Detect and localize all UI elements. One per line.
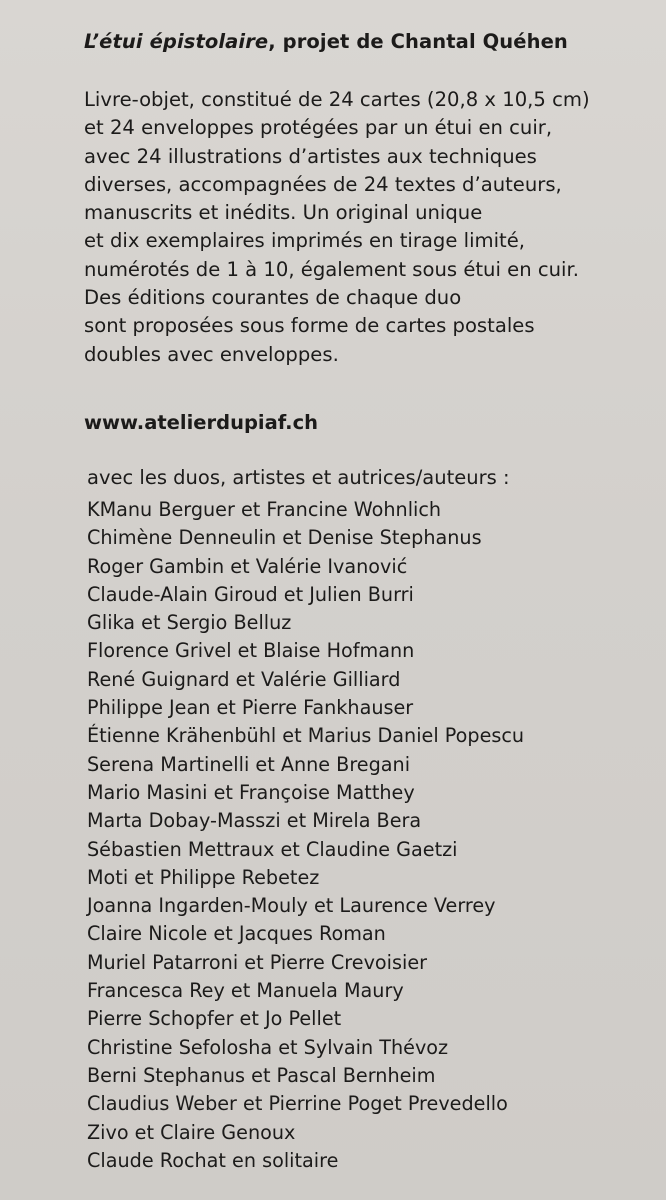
description-line: manuscrits et inédits. Un original unique: [84, 201, 483, 225]
duo-item: Muriel Patarroni et Pierre Crevoisier: [87, 950, 428, 974]
website-url: www.atelierdupiaf.ch: [84, 411, 319, 434]
duo-item: Chimène Denneulin et Denise Stephanus: [87, 526, 482, 550]
duo-item: Francesca Rey et Manuela Maury: [87, 979, 404, 1003]
duo-item: Claire Nicole et Jacques Roman: [87, 922, 386, 946]
description-line: avec 24 illustrations d’artistes aux techniques: [84, 144, 537, 168]
duo-item: Claude-Alain Giroud et Julien Burri: [87, 582, 414, 606]
duo-item: Zivo et Claire Genoux: [87, 1120, 296, 1144]
duo-item: Roger Gambin et Valérie Ivanović: [87, 554, 408, 578]
duo-item: Glika et Sergio Belluz: [87, 611, 292, 635]
description-line: et dix exemplaires imprimés en tirage limité,: [84, 229, 526, 253]
description-line: Des éditions courantes de chaque duo: [84, 286, 462, 310]
duo-item: Mario Masini et Françoise Matthey: [87, 780, 415, 804]
description-line: diverses, accompagnées de 24 textes d’auteurs,: [84, 172, 562, 196]
duo-item: René Guignard et Valérie Gilliard: [87, 667, 401, 691]
duo-item: Joanna Ingarden-Mouly et Laurence Verrey: [87, 894, 496, 918]
duo-item: Marta Dobay-Masszi et Mirela Bera: [87, 809, 422, 833]
duo-item: Florence Grivel et Blaise Hofmann: [87, 639, 415, 663]
description-line: et 24 enveloppes protégées par un étui en cuir,: [84, 116, 553, 140]
duo-item: Moti et Philippe Rebetez: [87, 865, 320, 889]
duos-intro: avec les duos, artistes et autrices/auteurs :: [87, 466, 510, 489]
duo-item: Serena Martinelli et Anne Bregani: [87, 752, 411, 776]
description-paragraph: [84, 86, 590, 369]
document-title: [84, 30, 568, 53]
description-line: numérotés de 1 à 10, également sous étui en cuir.: [84, 257, 579, 281]
duo-item: Claudius Weber et Pierrine Poget Prevedello: [87, 1092, 508, 1116]
title-italic: L’étui épistolaire: [84, 30, 269, 53]
description-line: Livre-objet, constitué de 24 cartes (20,8 x 10,5 cm): [84, 88, 590, 111]
duos-list: [87, 496, 524, 1175]
duo-item: KManu Berguer et Francine Wohnlich: [87, 498, 442, 521]
description-line: doubles avec enveloppes.: [84, 342, 339, 366]
duo-item: Philippe Jean et Pierre Fankhauser: [87, 696, 414, 720]
duo-item: Christine Sefolosha et Sylvain Thévoz: [87, 1035, 449, 1059]
duo-item: Étienne Krähenbühl et Marius Daniel Popescu: [87, 724, 525, 748]
duo-item: Berni Stephanus et Pascal Bernheim: [87, 1063, 436, 1087]
description-line: sont proposées sous forme de cartes postales: [84, 314, 535, 338]
duo-item: Pierre Schopfer et Jo Pellet: [87, 1007, 342, 1031]
duo-item: Sébastien Mettraux et Claudine Gaetzi: [87, 837, 458, 861]
title-rest: , projet de Chantal Quéhen: [268, 30, 568, 53]
duo-item: Claude Rochat en solitaire: [87, 1148, 339, 1172]
